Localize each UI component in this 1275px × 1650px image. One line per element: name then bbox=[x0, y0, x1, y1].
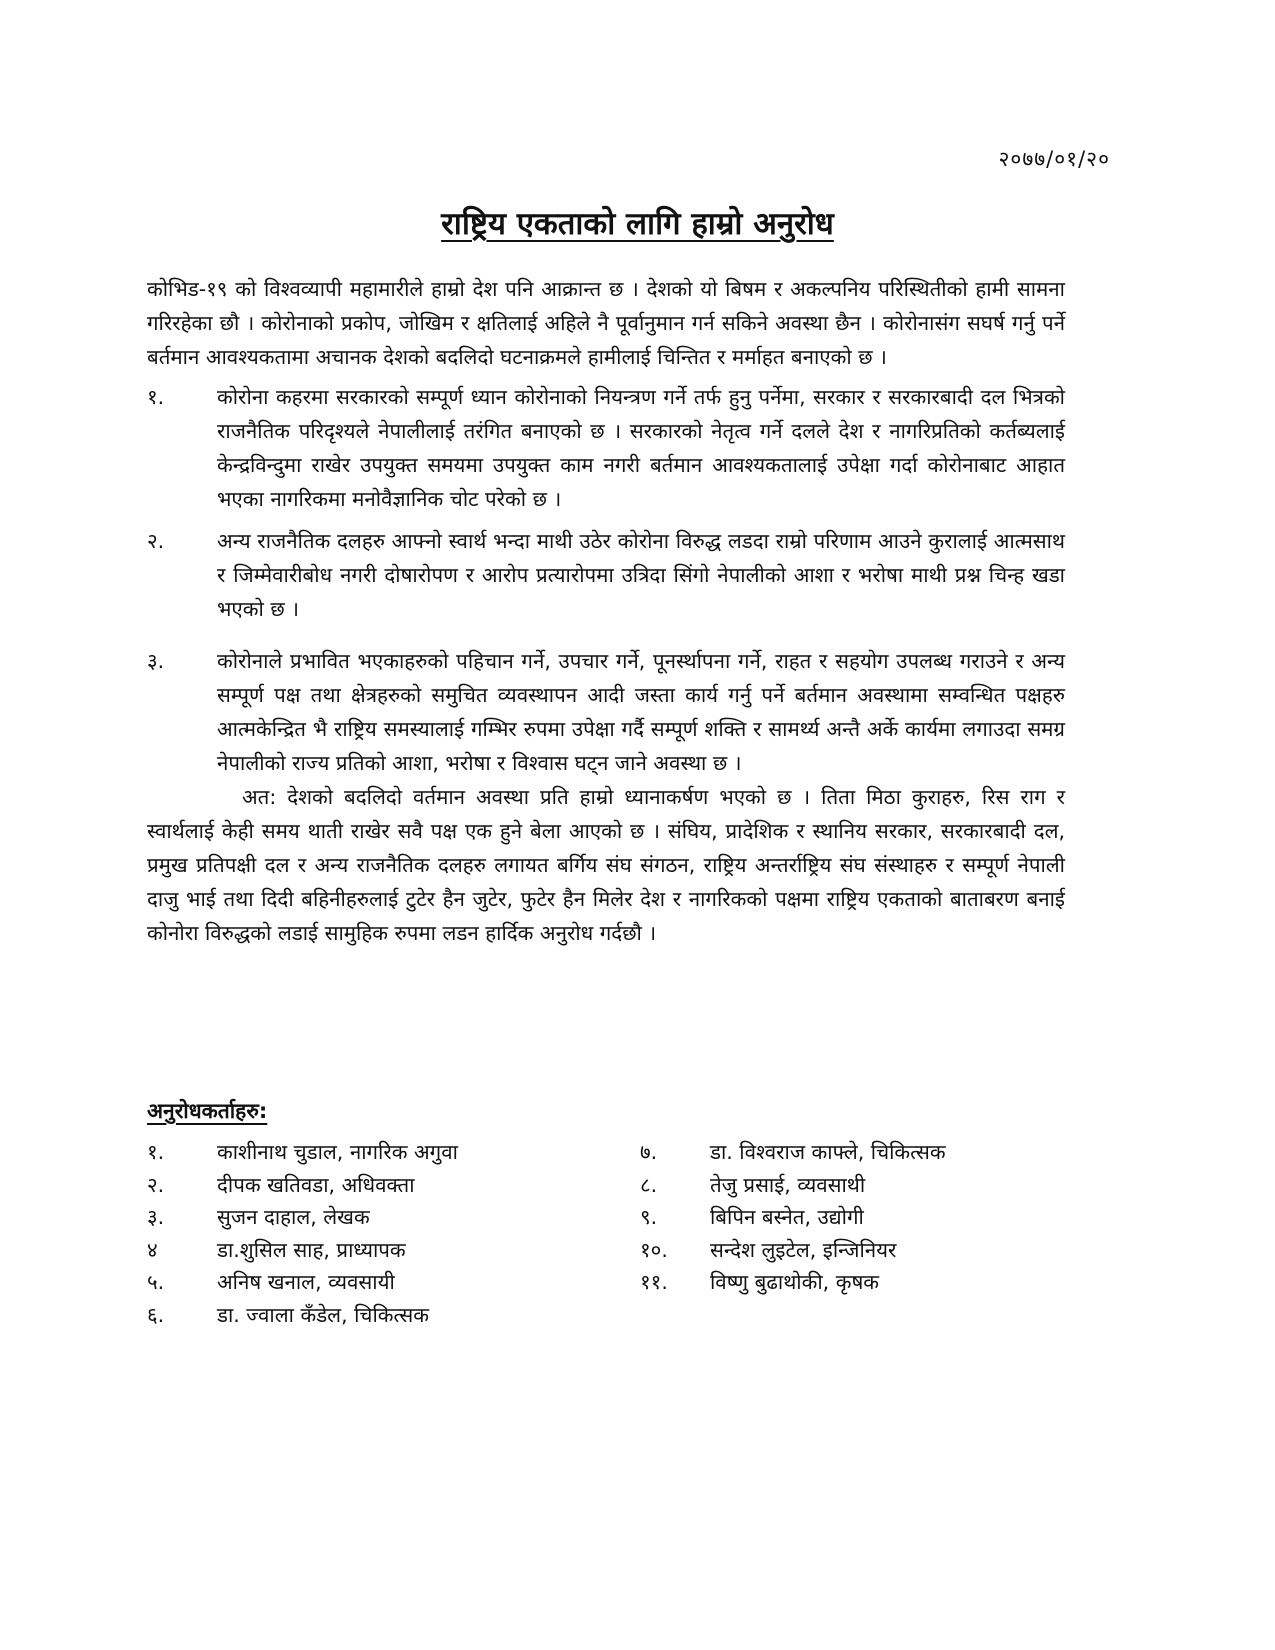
signatory-row bbox=[640, 1201, 1070, 1234]
signatory-row bbox=[640, 1136, 1070, 1169]
signatory-number: ३. bbox=[147, 1205, 165, 1229]
signatory-number: १०. bbox=[640, 1237, 668, 1262]
signatory-number: २. bbox=[147, 1172, 165, 1197]
signatory-number: ५. bbox=[147, 1270, 165, 1294]
signatory-number: ७. bbox=[640, 1140, 658, 1164]
document-title bbox=[0, 202, 1275, 244]
signatory-row bbox=[147, 1201, 627, 1234]
signatory-row bbox=[147, 1234, 627, 1267]
signatory-row bbox=[147, 1136, 627, 1169]
list-item-number: १. bbox=[147, 385, 165, 409]
signatory-name: सुजन दाहाल, लेखक bbox=[217, 1205, 370, 1229]
signatory-name: बिपिन बस्नेत, उद्योगी bbox=[710, 1205, 864, 1229]
signatory-row bbox=[640, 1169, 1070, 1202]
signatory-row bbox=[640, 1266, 1070, 1299]
signatories-heading bbox=[147, 1097, 267, 1125]
signatory-name: दीपक खतिवडा, अधिवक्ता bbox=[217, 1172, 415, 1197]
signatory-name: डा. ज्वाला कँडेल, चिकित्सक bbox=[217, 1302, 429, 1327]
signatory-row bbox=[147, 1266, 627, 1299]
list-item-number: २. bbox=[147, 529, 165, 553]
signatory-number: ९. bbox=[640, 1205, 658, 1229]
list-item bbox=[147, 524, 1065, 626]
title-text: राष्ट्रिय एकताको लागि हाम्रो अनुरोध bbox=[441, 206, 834, 242]
conclusion-paragraph: अत: देशको बदलिदो वर्तमान अवस्था प्रति हाम्रो ध्यानाकर्षण भएको छ । तिता मिठा कुराहरु, रिस राग र स्वार्थलाई केही समय थाती राखेर सवै पक्ष एक हुने बेला आएको छ । संघिय, प्रादेशिक र स्थानिय सरकार, सरकारबादी दल, प्रमुख प्रतिपक्षी दल र अन्य राजनैतिक दलहरु लगायत बर्गिय संघ संगठन, राष्ट्रिय अन्तर्राष्ट्रिय संघ संस्थाहरु र सम्पूर्ण नेपाली दाजु भाई तथा दिदी बहिनीहरुलाई टुटेर हैन जुटेर, फुटेर हैन मिलेर देश र नागरिकको पक्षमा राष्ट्रिय एकताको बाताबरण बनाई कोनोरा विरुद्धको लडाई सामुहिक रुपमा लडन हार्दिक अनुरोध गर्दछौ । bbox=[147, 785, 1065, 945]
signatory-number: ८. bbox=[640, 1172, 658, 1197]
list-item-number: ३. bbox=[147, 649, 165, 673]
list-item bbox=[147, 380, 1065, 516]
intro-paragraph: कोभिड-१९ को विश्वव्यापी महामारीले हाम्रो देश पनि आक्रान्त छ । देशको यो बिषम र अकल्पनिय परिस्थितीको हामी सामना गरिरहेका छौ । कोरोनाको प्रकोप, जोखिम र क्षतिलाई अहिले नै पूर्वानुमान गर्न सकिने अवस्था छैन । कोरोनासंग सघर्ष गर्नु पर्ने बर्तमान आवश्यकतामा अचानक देशको बदलिदो घटनाक्रमले हामीलाई चिन्तित र मर्माहत बनाएको छ । bbox=[147, 277, 1065, 369]
document-date: २०७७/०१/२० bbox=[998, 147, 1110, 171]
signatories-left-column bbox=[147, 1136, 627, 1331]
signatories-right-column bbox=[640, 1136, 1070, 1299]
signatory-name: सन्देश लुइटेल, इन्जिनियर bbox=[710, 1237, 897, 1262]
signatory-row bbox=[640, 1234, 1070, 1267]
signatory-name: तेजु प्रसाई, व्यवसाथी bbox=[710, 1172, 866, 1197]
signatory-name: विष्णु बुढाथोकी, कृषक bbox=[710, 1270, 880, 1294]
document-body bbox=[147, 272, 1065, 950]
list-item-text: कोरोना कहरमा सरकारको सम्पूर्ण ध्यान कोरोनाको नियन्त्रण गर्ने तर्फ हुनु पर्नेमा, सरकार र सरकारबादी दल भित्रको राजनैतिक परिदृश्यले नेपालीलाई तरंगित बनाएको छ । सरकारको नेतृत्व गर्ने दलले देश र नागरिप्रतिको कर्तब्यलाई केन्द्रविन्दुमा राखेर उपयुक्त समयमा उपयुक्त काम नगरी बर्तमान आवश्यकतालाई उपेक्षा गर्दा कोरोनाबाट आहात भएका नागरिकमा मनोवैज्ञानिक चोट परेको छ । bbox=[217, 385, 1065, 511]
signatory-row bbox=[147, 1299, 627, 1332]
signatory-number: ४ bbox=[147, 1237, 158, 1262]
list-item-text: कोरोनाले प्रभावित भएकाहरुको पहिचान गर्ने, उपचार गर्ने, पूनर्स्थापना गर्ने, राहत र सहयोग उपलब्ध गराउने र अन्य सम्पूर्ण पक्ष तथा क्षेत्रहरुको समुचित व्यवस्थापन आदी जस्ता कार्य गर्नु पर्ने बर्तमान अवस्थामा सम्वन्धित पक्षहरु आत्मकेन्द्रित भै राष्ट्रिय समस्यालाई गम्भिर रुपमा उपेक्षा गर्दै सम्पूर्ण शक्ति र सामर्थ्य अन्तै अर्के कार्यमा लगाउदा समग्र नेपालीको राज्य प्रतिको आशा, भरोषा र विश्वास घट्न जाने अवस्था छ । bbox=[217, 649, 1065, 775]
signatories-heading-text: अनुरोधकर्ताहरु: bbox=[147, 1099, 268, 1123]
list-item bbox=[147, 644, 1065, 780]
list-item-text: अन्य राजनैतिक दलहरु आफ्नो स्वार्थ भन्दा माथी उठेर कोरोना विरुद्ध लडदा राम्रो परिणाम आउने कुरालाई आत्मसाथ र जिम्मेवारीबोध नगरी दोषारोपण र आरोप प्रत्यारोपमा उत्रिदा सिंगो नेपालीको आशा र भरोषा माथी प्रश्न चिन्ह खडा भएको छ । bbox=[217, 529, 1065, 621]
signatory-number: ११. bbox=[640, 1270, 668, 1294]
signatory-name: डा. विश्वराज काफ्ले, चिकित्सक bbox=[710, 1140, 946, 1164]
signatory-name: अनिष खनाल, व्यवसायी bbox=[217, 1270, 395, 1294]
signatory-number: १. bbox=[147, 1140, 165, 1164]
signatory-name: डा.शुसिल साह, प्राध्यापक bbox=[217, 1237, 406, 1262]
signatory-row bbox=[147, 1169, 627, 1202]
signatory-number: ६. bbox=[147, 1302, 165, 1327]
signatory-name: काशीनाथ चुडाल, नागरिक अगुवा bbox=[217, 1140, 458, 1164]
